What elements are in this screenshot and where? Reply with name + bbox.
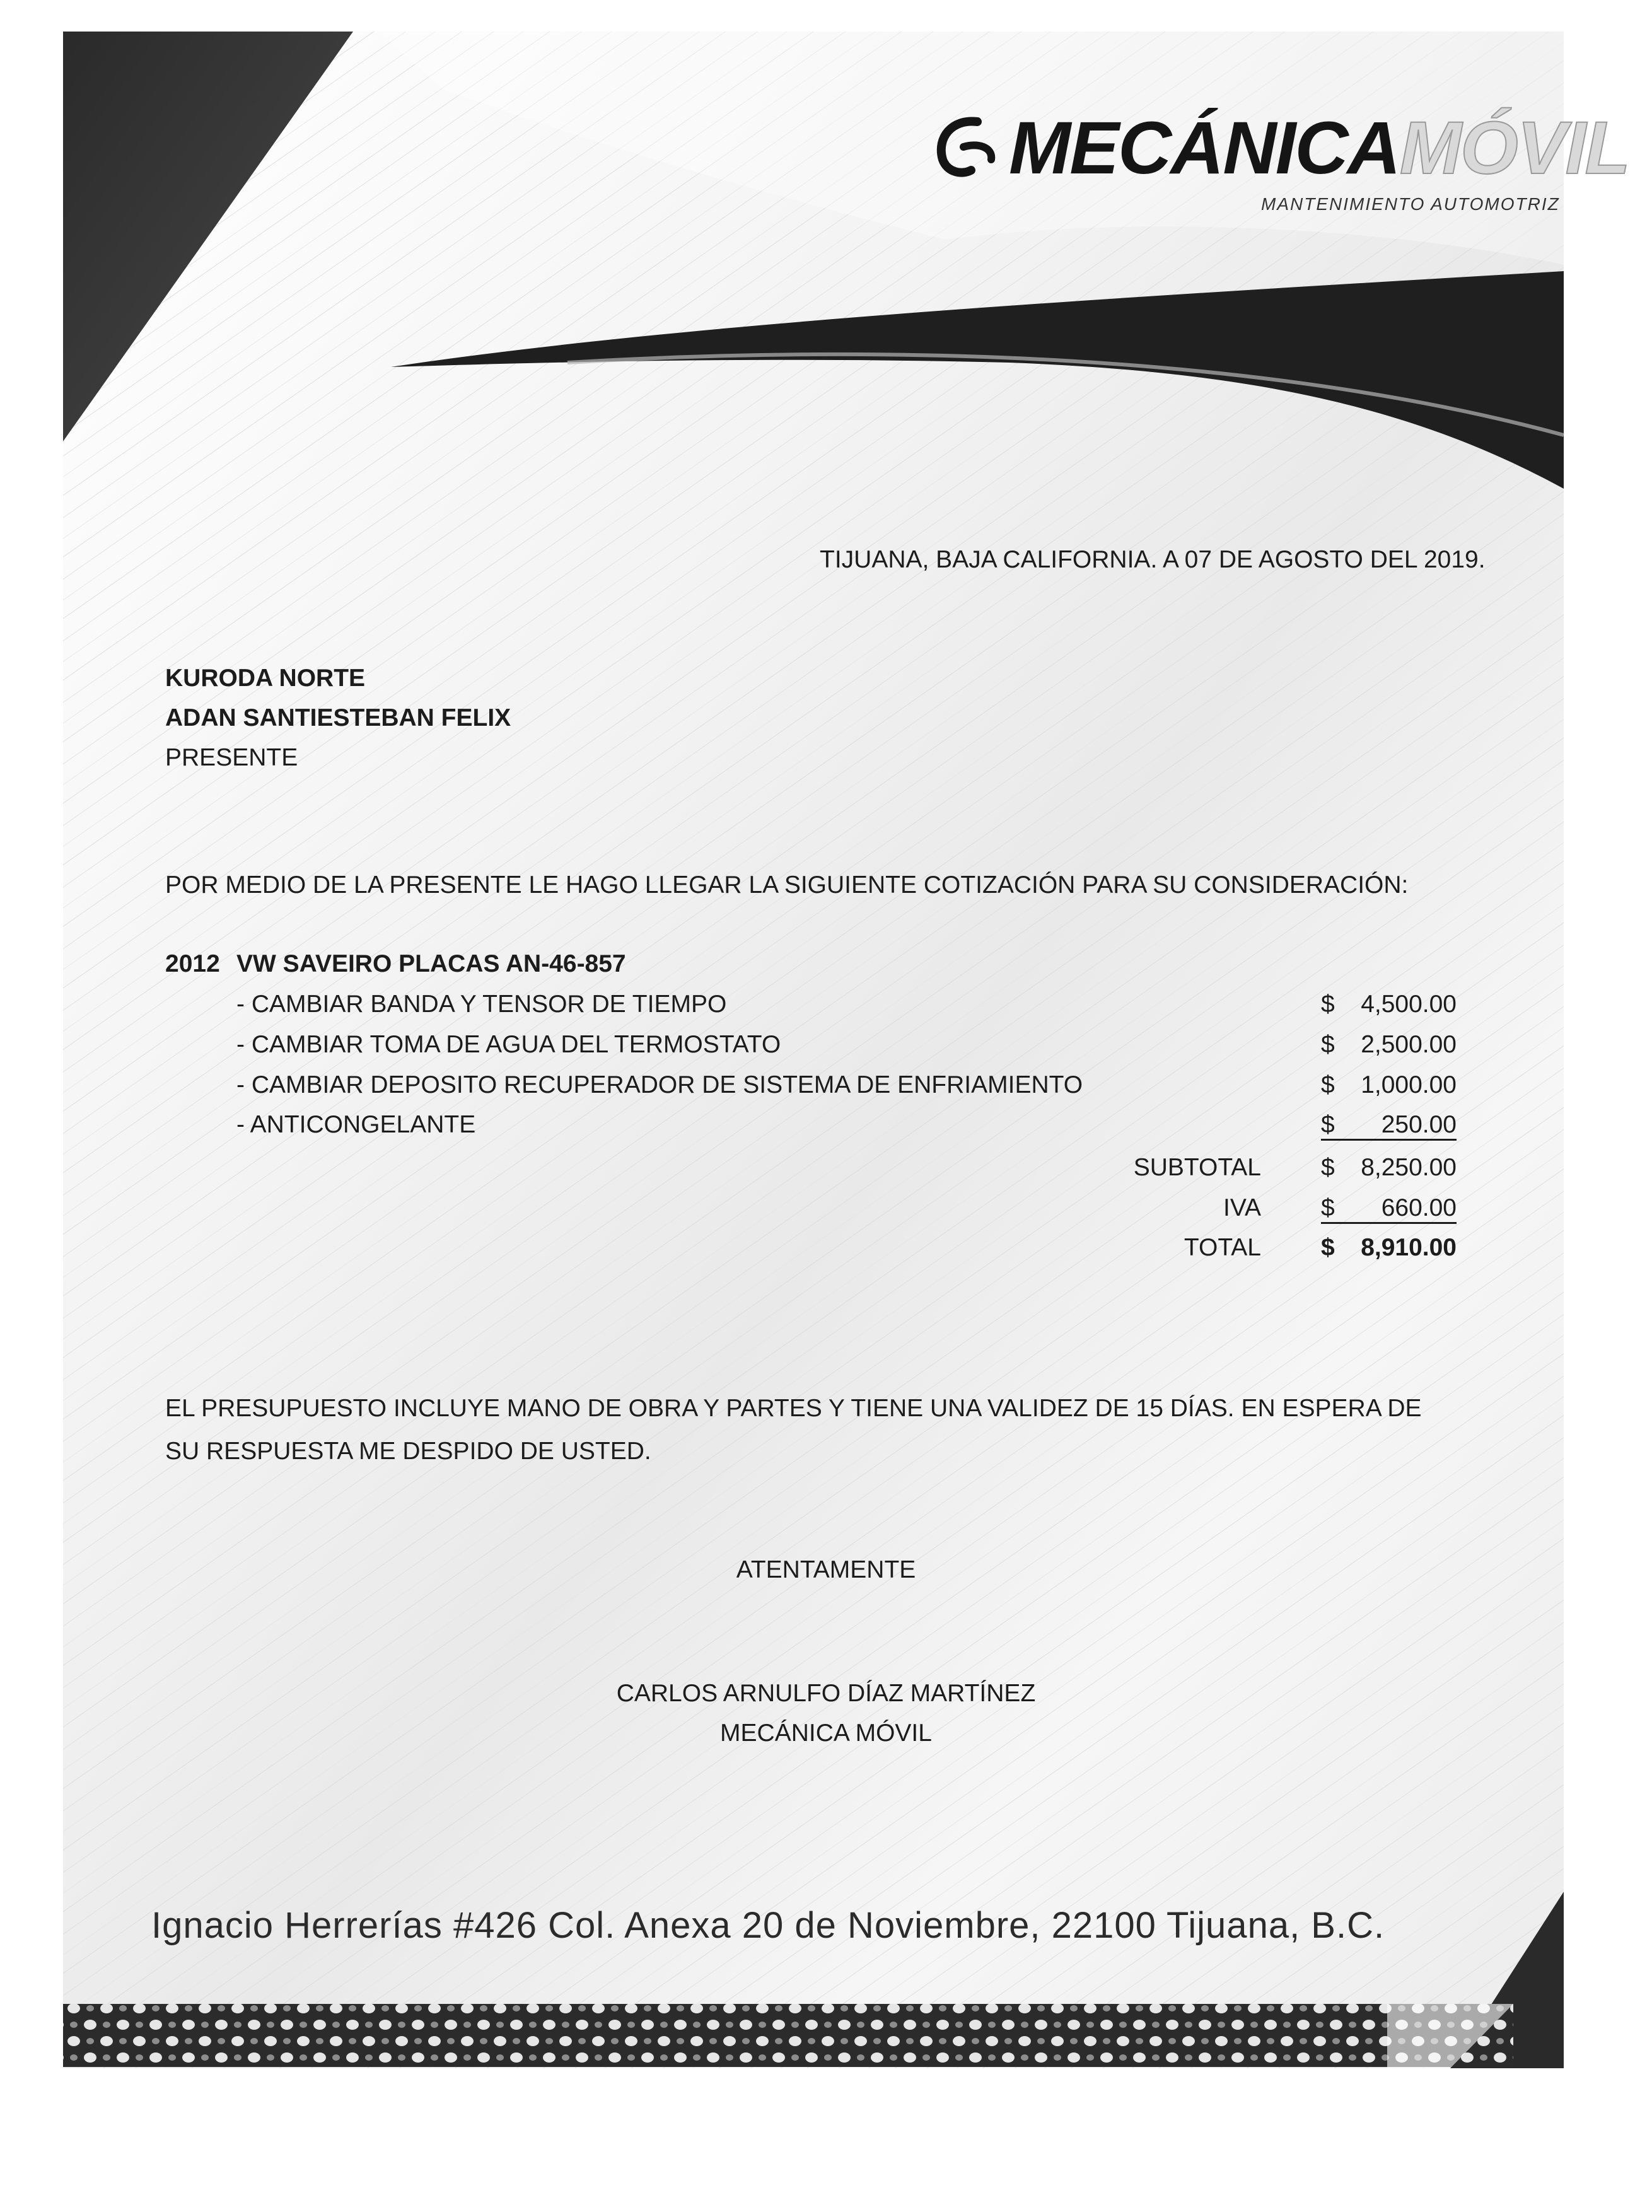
date-line: TIJUANA, BAJA CALIFORNIA. A 07 DE AGOSTO DEL 2019. [820,546,1486,573]
amount-value: 250.00 [1381,1111,1457,1138]
brand-tagline: MANTENIMIENTO AUTOMOTRIZ [1261,194,1560,214]
signer-name: CARLOS ARNULFO DÍAZ MARTÍNEZ [616,1680,1036,1707]
amount-underline [1321,1222,1457,1224]
piston-logo-icon [933,112,1009,182]
brand-name [1009,101,1629,195]
intro-text: POR MEDIO DE LA PRESENTE LE HAGO LLEGAR LA SIGUIENTE COTIZACIÓN PARA SU CONSIDERACIÓN: [165,871,1409,899]
quote-item-description: - CAMBIAR DEPOSITO RECUPERADOR DE SISTEMA DE ENFRIAMIENTO [236,1071,1083,1098]
amount-value: 1,000.00 [1361,1071,1457,1098]
company-logo [933,101,1629,221]
brand-name-dark: MECÁNICA [1009,107,1400,190]
quote-item-description: - CAMBIAR BANDA Y TENSOR DE TIEMPO [236,991,727,1018]
signoff: ATENTAMENTE [736,1556,916,1583]
currency-symbol: $ [1321,1194,1335,1221]
closing-paragraph: EL PRESUPUESTO INCLUYE MANO DE OBRA Y PARTES Y TIENE UNA VALIDEZ DE 15 DÍAS. EN ESPERA DE SU RESPUESTA ME DESPIDO DE USTED. [165,1395,1422,1465]
amount-value: 8,250.00 [1361,1154,1457,1181]
quote-item-description: - ANTICONGELANTE [236,1111,476,1138]
amount-value: 2,500.00 [1361,1031,1457,1058]
currency-symbol: $ [1321,1234,1335,1261]
currency-symbol: $ [1321,1111,1335,1138]
signer-company: MECÁNICA MÓVIL [720,1720,932,1747]
currency-symbol: $ [1321,991,1335,1018]
total-label: TOTAL [1184,1234,1261,1261]
quote-item-description: - CAMBIAR TOMA DE AGUA DEL TERMOSTATO [236,1031,781,1058]
subtotal-label: SUBTOTAL [1133,1154,1261,1181]
recipient-company: KURODA NORTE [165,665,366,692]
brand-name-light: MÓVIL [1399,107,1629,190]
recipient-name: ADAN SANTIESTEBAN FELIX [165,704,511,731]
currency-symbol: $ [1321,1154,1335,1181]
amount-value: 660.00 [1381,1194,1457,1221]
vehicle-description: VW SAVEIRO PLACAS AN-46-857 [236,950,626,977]
amount-value: 4,500.00 [1361,991,1457,1018]
iva-label: IVA [1223,1194,1261,1221]
currency-symbol: $ [1321,1031,1335,1058]
vehicle-year: 2012 [165,950,220,977]
recipient-presente: PRESENTE [165,744,298,771]
footer-address: Ignacio Herrerías #426 Col. Anexa 20 de Noviembre, 22100 Tijuana, B.C. [151,1905,1385,1946]
currency-symbol: $ [1321,1071,1335,1098]
amount-value: 8,910.00 [1361,1234,1457,1261]
amount-underline [1321,1139,1457,1141]
